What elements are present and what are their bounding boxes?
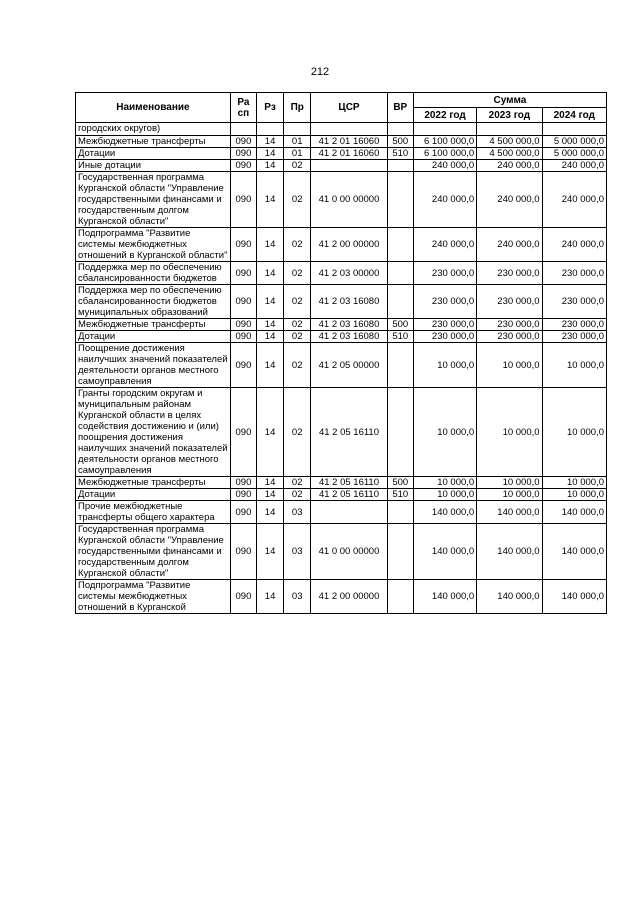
cell-rasp: 090 bbox=[230, 228, 256, 262]
cell-y2024: 10 000,0 bbox=[542, 489, 606, 501]
cell-rz: 14 bbox=[257, 331, 284, 343]
cell-y2022: 140 000,0 bbox=[413, 524, 476, 580]
cell-y2022: 10 000,0 bbox=[413, 477, 476, 489]
cell-rz: 14 bbox=[257, 160, 284, 172]
cell-name: Поощрение достижения наилучших значений показателей деятельности органов местного самоуправления bbox=[76, 343, 231, 388]
table-row bbox=[76, 524, 607, 580]
cell-csr bbox=[311, 501, 387, 524]
budget-table bbox=[75, 92, 607, 614]
col-header-2023: 2023 год bbox=[477, 108, 542, 123]
cell-rz: 14 bbox=[257, 524, 284, 580]
cell-csr: 41 2 01 16060 bbox=[311, 136, 387, 148]
col-header-2022: 2022 год bbox=[413, 108, 476, 123]
cell-rasp: 090 bbox=[230, 136, 256, 148]
col-header-csr: ЦСР bbox=[311, 93, 387, 123]
cell-pr: 02 bbox=[284, 262, 311, 285]
cell-name: Межбюджетные трансферты bbox=[76, 136, 231, 148]
cell-pr: 03 bbox=[284, 501, 311, 524]
cell-rasp: 090 bbox=[230, 489, 256, 501]
cell-csr: 41 2 03 00000 bbox=[311, 262, 387, 285]
cell-csr bbox=[311, 160, 387, 172]
cell-name: Государственная программа Курганской области "Управление государственными финансами и государственным долгом Курганской области" bbox=[76, 172, 231, 228]
table-row bbox=[76, 343, 607, 388]
cell-y2023: 230 000,0 bbox=[477, 285, 542, 319]
cell-y2022: 140 000,0 bbox=[413, 501, 476, 524]
cell-y2024: 240 000,0 bbox=[542, 172, 606, 228]
cell-y2022: 10 000,0 bbox=[413, 388, 476, 477]
table-row bbox=[76, 228, 607, 262]
cell-rasp: 090 bbox=[230, 285, 256, 319]
cell-vr bbox=[387, 524, 413, 580]
col-header-pr: Пр bbox=[284, 93, 311, 123]
cell-vr bbox=[387, 285, 413, 319]
cell-rasp: 090 bbox=[230, 172, 256, 228]
cell-y2023: 230 000,0 bbox=[477, 331, 542, 343]
cell-rasp: 090 bbox=[230, 160, 256, 172]
cell-y2023: 230 000,0 bbox=[477, 319, 542, 331]
cell-pr: 01 bbox=[284, 136, 311, 148]
table-row bbox=[76, 262, 607, 285]
cell-y2024: 10 000,0 bbox=[542, 343, 606, 388]
cell-rasp: 090 bbox=[230, 319, 256, 331]
cell-csr: 41 2 03 16080 bbox=[311, 319, 387, 331]
cell-csr: 41 2 00 00000 bbox=[311, 228, 387, 262]
cell-y2024: 10 000,0 bbox=[542, 477, 606, 489]
cell-rasp: 090 bbox=[230, 580, 256, 614]
cell-vr: 500 bbox=[387, 136, 413, 148]
cell-rz: 14 bbox=[257, 228, 284, 262]
cell-y2023: 140 000,0 bbox=[477, 524, 542, 580]
table-row bbox=[76, 285, 607, 319]
table-row bbox=[76, 172, 607, 228]
cell-y2023: 140 000,0 bbox=[477, 580, 542, 614]
table-row bbox=[76, 388, 607, 477]
cell-y2022: 240 000,0 bbox=[413, 228, 476, 262]
cell-vr bbox=[387, 228, 413, 262]
cell-y2022: 10 000,0 bbox=[413, 489, 476, 501]
cell-rz: 14 bbox=[257, 136, 284, 148]
cell-pr: 03 bbox=[284, 580, 311, 614]
cell-name: Подпрограмма "Развитие системы межбюджетных отношений в Курганской области" bbox=[76, 228, 231, 262]
cell-rz: 14 bbox=[257, 580, 284, 614]
cell-csr bbox=[311, 123, 387, 136]
cell-y2024: 230 000,0 bbox=[542, 262, 606, 285]
cell-name: Государственная программа Курганской области "Управление государственными финансами и государственным долгом Курганской области" bbox=[76, 524, 231, 580]
cell-y2024: 230 000,0 bbox=[542, 285, 606, 319]
cell-csr: 41 2 05 00000 bbox=[311, 343, 387, 388]
table-row bbox=[76, 489, 607, 501]
cell-pr: 02 bbox=[284, 331, 311, 343]
cell-name: Дотации bbox=[76, 489, 231, 501]
cell-vr bbox=[387, 343, 413, 388]
cell-name: Межбюджетные трансферты bbox=[76, 319, 231, 331]
cell-name: Межбюджетные трансферты bbox=[76, 477, 231, 489]
cell-vr: 500 bbox=[387, 319, 413, 331]
cell-y2024: 230 000,0 bbox=[542, 319, 606, 331]
cell-name: Поддержка мер по обеспечению сбалансированности бюджетов муниципальных образований bbox=[76, 285, 231, 319]
cell-name: Прочие межбюджетные трансферты общего характера bbox=[76, 501, 231, 524]
cell-rz: 14 bbox=[257, 501, 284, 524]
cell-vr bbox=[387, 262, 413, 285]
table-row bbox=[76, 319, 607, 331]
cell-rz: 14 bbox=[257, 319, 284, 331]
cell-vr bbox=[387, 172, 413, 228]
cell-y2022 bbox=[413, 123, 476, 136]
cell-pr: 02 bbox=[284, 343, 311, 388]
cell-pr: 02 bbox=[284, 489, 311, 501]
cell-y2022: 230 000,0 bbox=[413, 319, 476, 331]
cell-y2023 bbox=[477, 123, 542, 136]
cell-name: Гранты городским округам и муниципальным районам Курганской области в целях содействия достижению и (или) поощрения достижения наилучших значений показателей деятельности органов местного самоуправления bbox=[76, 388, 231, 477]
cell-y2022: 230 000,0 bbox=[413, 262, 476, 285]
cell-vr bbox=[387, 501, 413, 524]
cell-vr bbox=[387, 123, 413, 136]
table-row bbox=[76, 123, 607, 136]
cell-y2022: 6 100 000,0 bbox=[413, 148, 476, 160]
col-header-2024: 2024 год bbox=[542, 108, 606, 123]
cell-pr: 02 bbox=[284, 477, 311, 489]
cell-rasp bbox=[230, 123, 256, 136]
cell-rasp: 090 bbox=[230, 148, 256, 160]
cell-y2024: 140 000,0 bbox=[542, 580, 606, 614]
cell-y2023: 240 000,0 bbox=[477, 228, 542, 262]
cell-rz: 14 bbox=[257, 477, 284, 489]
cell-y2024: 140 000,0 bbox=[542, 501, 606, 524]
table-row bbox=[76, 160, 607, 172]
cell-y2023: 230 000,0 bbox=[477, 262, 542, 285]
cell-y2023: 240 000,0 bbox=[477, 160, 542, 172]
cell-pr: 03 bbox=[284, 524, 311, 580]
table-row bbox=[76, 331, 607, 343]
table-row bbox=[76, 501, 607, 524]
cell-rasp: 090 bbox=[230, 477, 256, 489]
cell-csr: 41 2 01 16060 bbox=[311, 148, 387, 160]
table-row bbox=[76, 477, 607, 489]
cell-y2022: 6 100 000,0 bbox=[413, 136, 476, 148]
cell-y2022: 10 000,0 bbox=[413, 343, 476, 388]
cell-pr: 02 bbox=[284, 228, 311, 262]
col-header-vr: ВР bbox=[387, 93, 413, 123]
cell-y2023: 4 500 000,0 bbox=[477, 136, 542, 148]
cell-y2023: 4 500 000,0 bbox=[477, 148, 542, 160]
cell-pr: 02 bbox=[284, 172, 311, 228]
cell-rasp: 090 bbox=[230, 524, 256, 580]
cell-y2023: 10 000,0 bbox=[477, 477, 542, 489]
cell-rz: 14 bbox=[257, 172, 284, 228]
col-header-rasp: Ра сп bbox=[230, 93, 256, 123]
cell-y2022: 240 000,0 bbox=[413, 172, 476, 228]
table-row bbox=[76, 136, 607, 148]
cell-y2024: 240 000,0 bbox=[542, 160, 606, 172]
cell-name: Иные дотации bbox=[76, 160, 231, 172]
cell-rz bbox=[257, 123, 284, 136]
cell-y2024: 5 000 000,0 bbox=[542, 148, 606, 160]
cell-csr: 41 2 05 16110 bbox=[311, 477, 387, 489]
page-number: 212 bbox=[310, 66, 330, 78]
col-header-rz: Рз bbox=[257, 93, 284, 123]
cell-y2022: 140 000,0 bbox=[413, 580, 476, 614]
cell-pr: 02 bbox=[284, 160, 311, 172]
cell-y2022: 230 000,0 bbox=[413, 285, 476, 319]
cell-rz: 14 bbox=[257, 489, 284, 501]
table-body bbox=[76, 123, 607, 614]
cell-vr bbox=[387, 160, 413, 172]
cell-vr: 510 bbox=[387, 148, 413, 160]
cell-rz: 14 bbox=[257, 148, 284, 160]
cell-y2024 bbox=[542, 123, 606, 136]
cell-csr: 41 2 03 16080 bbox=[311, 285, 387, 319]
table-row bbox=[76, 148, 607, 160]
cell-name: Дотации bbox=[76, 331, 231, 343]
cell-pr: 02 bbox=[284, 319, 311, 331]
cell-vr: 510 bbox=[387, 331, 413, 343]
col-header-name: Наименование bbox=[76, 93, 231, 123]
cell-csr: 41 2 00 00000 bbox=[311, 580, 387, 614]
cell-rz: 14 bbox=[257, 343, 284, 388]
cell-name: Поддержка мер по обеспечению сбалансированности бюджетов bbox=[76, 262, 231, 285]
cell-name: городских округов) bbox=[76, 123, 231, 136]
cell-pr bbox=[284, 123, 311, 136]
cell-y2024: 10 000,0 bbox=[542, 388, 606, 477]
table-row bbox=[76, 580, 607, 614]
cell-y2024: 5 000 000,0 bbox=[542, 136, 606, 148]
cell-name: Дотации bbox=[76, 148, 231, 160]
cell-name: Подпрограмма "Развитие системы межбюджетных отношений в Курганской bbox=[76, 580, 231, 614]
cell-rasp: 090 bbox=[230, 501, 256, 524]
cell-vr: 500 bbox=[387, 477, 413, 489]
cell-vr bbox=[387, 580, 413, 614]
cell-y2022: 230 000,0 bbox=[413, 331, 476, 343]
cell-y2023: 240 000,0 bbox=[477, 172, 542, 228]
cell-y2023: 10 000,0 bbox=[477, 388, 542, 477]
cell-rasp: 090 bbox=[230, 343, 256, 388]
cell-rasp: 090 bbox=[230, 388, 256, 477]
cell-y2023: 10 000,0 bbox=[477, 343, 542, 388]
cell-csr: 41 0 00 00000 bbox=[311, 172, 387, 228]
cell-y2023: 10 000,0 bbox=[477, 489, 542, 501]
col-header-sum: Сумма bbox=[413, 93, 606, 108]
cell-vr bbox=[387, 388, 413, 477]
cell-csr: 41 0 00 00000 bbox=[311, 524, 387, 580]
cell-pr: 02 bbox=[284, 285, 311, 319]
cell-rz: 14 bbox=[257, 388, 284, 477]
cell-csr: 41 2 05 16110 bbox=[311, 489, 387, 501]
cell-rz: 14 bbox=[257, 262, 284, 285]
cell-rz: 14 bbox=[257, 285, 284, 319]
cell-y2024: 240 000,0 bbox=[542, 228, 606, 262]
cell-vr: 510 bbox=[387, 489, 413, 501]
cell-y2024: 230 000,0 bbox=[542, 331, 606, 343]
cell-rasp: 090 bbox=[230, 262, 256, 285]
cell-rasp: 090 bbox=[230, 331, 256, 343]
cell-csr: 41 2 03 16080 bbox=[311, 331, 387, 343]
cell-csr: 41 2 05 16110 bbox=[311, 388, 387, 477]
cell-y2022: 240 000,0 bbox=[413, 160, 476, 172]
cell-pr: 02 bbox=[284, 388, 311, 477]
cell-y2024: 140 000,0 bbox=[542, 524, 606, 580]
cell-pr: 01 bbox=[284, 148, 311, 160]
cell-y2023: 140 000,0 bbox=[477, 501, 542, 524]
